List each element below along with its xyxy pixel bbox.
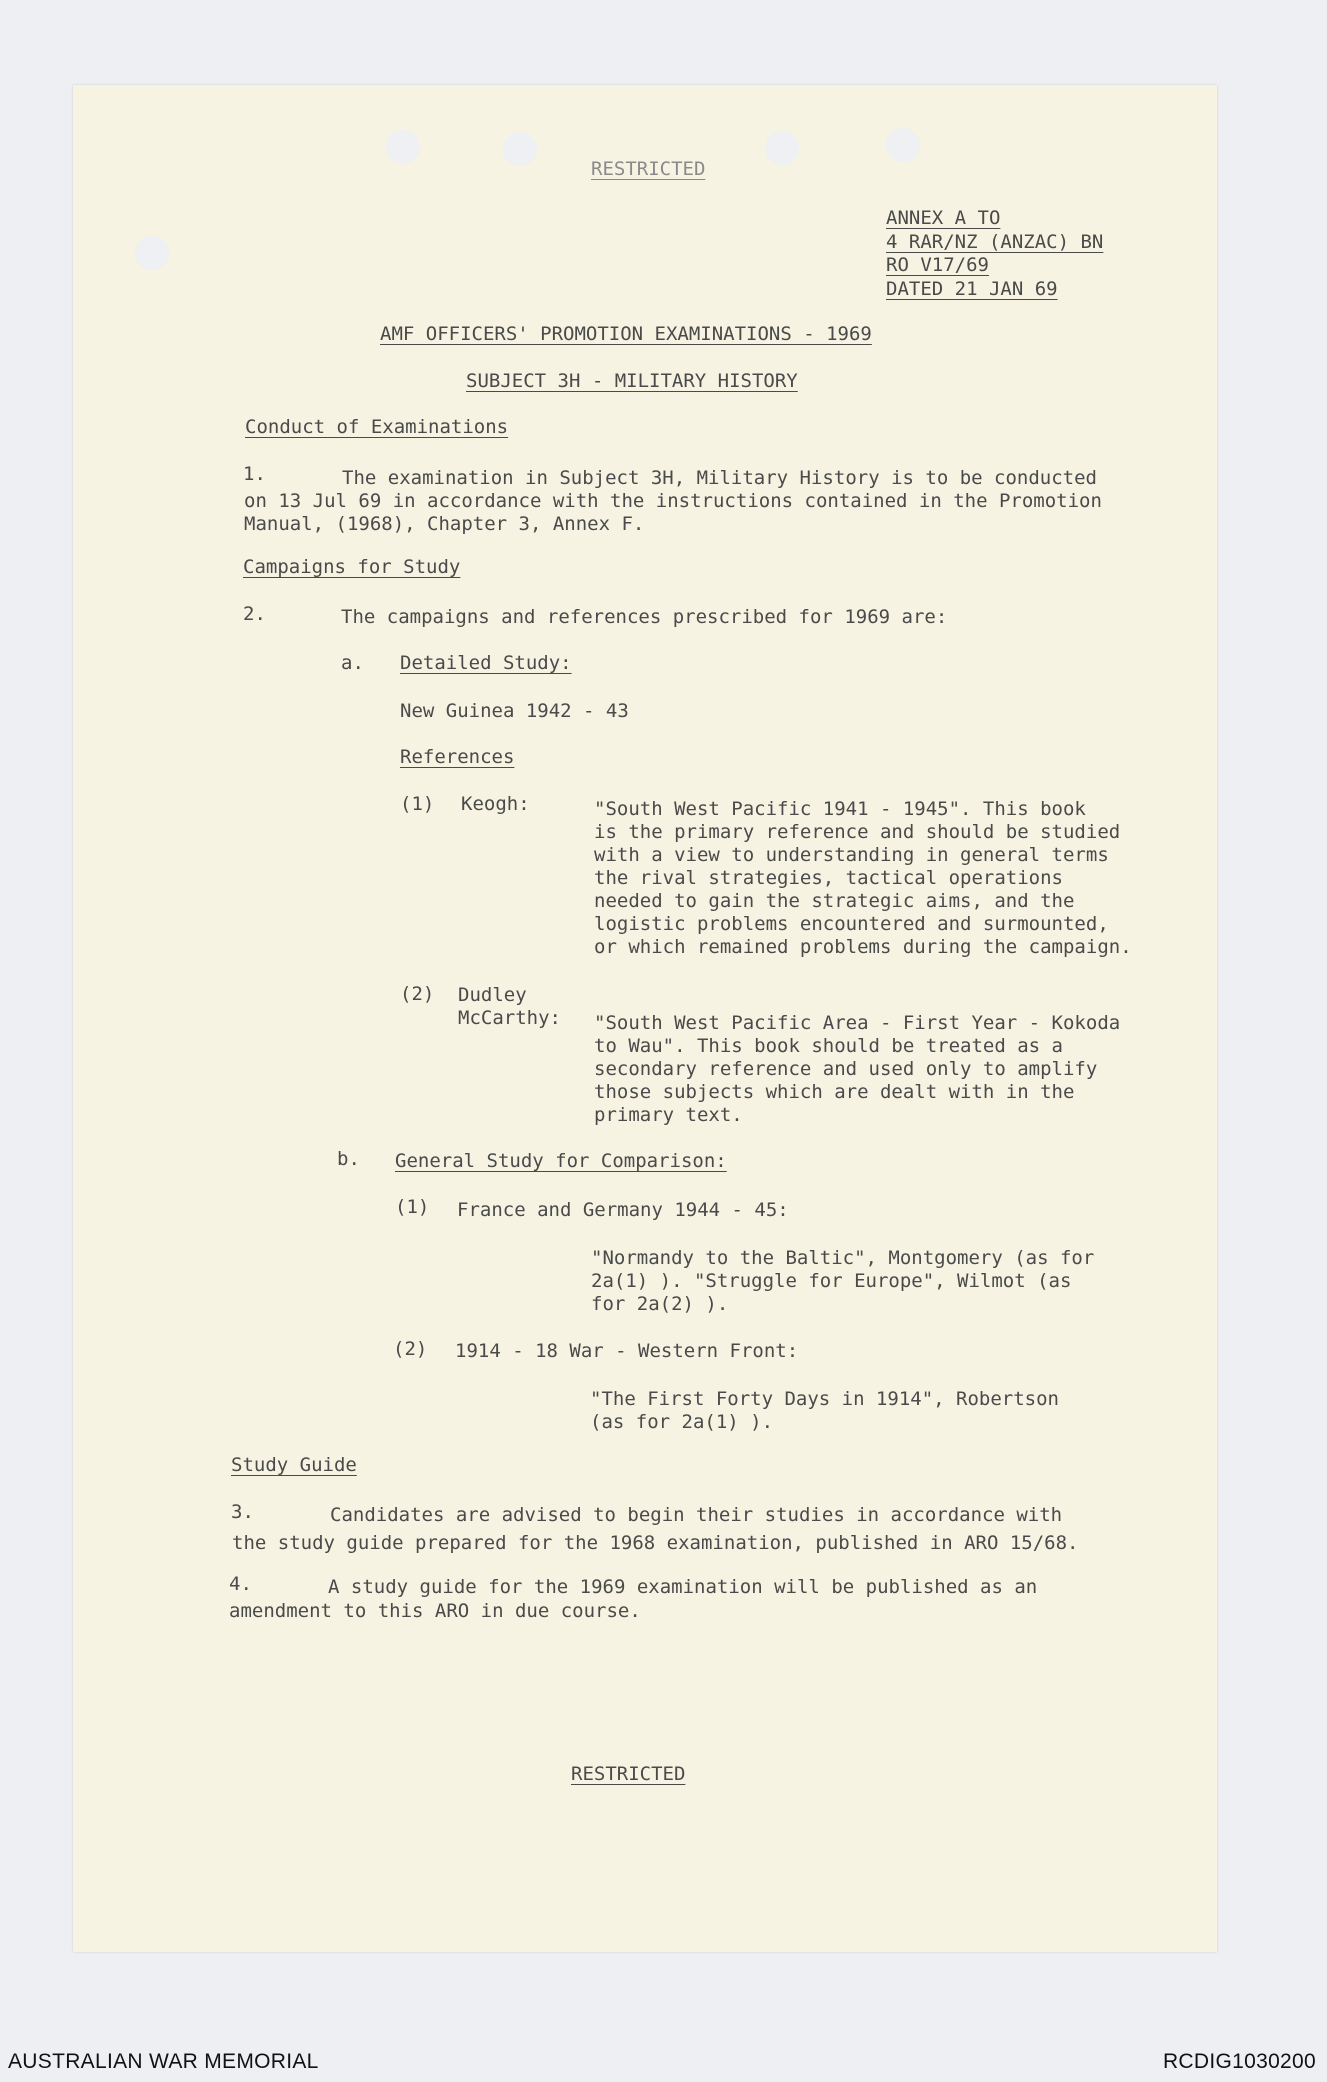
- paragraph-text: The examination in Subject 3H, Military History is to be conducted: [342, 467, 1097, 489]
- archive-watermark-right: RCDIG1030200: [1162, 2050, 1316, 2073]
- punch-hole: [135, 236, 169, 270]
- comparison-title: France and Germany 1944 - 45:: [457, 1199, 789, 1221]
- footer-classification: RESTRICTED: [571, 1763, 686, 1785]
- comparison-title: 1914 - 18 War - Western Front:: [455, 1340, 799, 1362]
- reference-author: Dudley McCarthy:: [458, 984, 561, 1029]
- reference-author: Keogh:: [461, 793, 530, 815]
- header-classification: RESTRICTED: [591, 158, 706, 180]
- archive-watermark-left: AUSTRALIAN WAR MEMORIAL: [8, 2050, 319, 2073]
- document-subtitle: SUBJECT 3H - MILITARY HISTORY: [466, 370, 798, 392]
- document-title: AMF OFFICERS' PROMOTION EXAMINATIONS - 1969: [380, 323, 872, 345]
- section-heading-study-guide: Study Guide: [231, 1454, 357, 1476]
- subparagraph-letter: b.: [337, 1148, 360, 1170]
- reference-number: (2): [400, 983, 435, 1005]
- comparison-number: (1): [395, 1196, 430, 1218]
- paragraph-text: on 13 Jul 69 in accordance with the instructions contained in the Promotion Manual, (1968), Chapter 3, Annex F.: [244, 490, 1102, 535]
- paragraph-text: A study guide for the 1969 examination will be published as an: [328, 1576, 1038, 1598]
- paragraph-number: 4.: [229, 1573, 252, 1595]
- paragraph-text: Candidates are advised to begin their studies in accordance with: [330, 1504, 1063, 1526]
- references-heading: References: [400, 746, 515, 768]
- paragraph-number: 3.: [231, 1501, 254, 1523]
- section-heading-conduct: Conduct of Examinations: [245, 416, 509, 438]
- comparison-number: (2): [393, 1338, 428, 1360]
- comparison-text: "Normandy to the Baltic", Montgomery (as for 2a(1) ). "Struggle for Europe", Wilmot (as for 2a(2) ).: [591, 1247, 1095, 1315]
- comparison-text: "The First Forty Days in 1914", Robertson (as for 2a(1) ).: [590, 1388, 1059, 1433]
- reference-text: "South West Pacific Area - First Year - Kokoda to Wau". This book should be treated as a secondary reference and used only to amplify those subjects which are dealt with in the primary text.: [594, 1012, 1121, 1126]
- general-study-heading: General Study for Comparison:: [395, 1150, 727, 1172]
- detailed-study-heading: Detailed Study:: [400, 652, 572, 674]
- paragraph-text: amendment to this ARO in due course.: [229, 1600, 641, 1622]
- annex-line: 4 RAR/NZ (ANZAC) BN: [886, 231, 1104, 253]
- annex-line: ANNEX A TO: [886, 207, 1001, 229]
- punch-hole: [886, 128, 920, 162]
- reference-text: "South West Pacific 1941 - 1945". This book is the primary reference and should be studied with a view to understanding in general terms the rival strategies, tactical operations needed to gain the strategic aims, and the logistic problems encountered and surmounted, or which remained problems during the campaign.: [594, 798, 1132, 958]
- punch-hole: [503, 132, 537, 166]
- punch-hole: [765, 131, 799, 165]
- paragraph-number: 2.: [243, 603, 266, 625]
- paragraph-text: The campaigns and references prescribed for 1969 are:: [341, 606, 948, 628]
- paragraph-text: the study guide prepared for the 1968 examination, published in ARO 15/68.: [232, 1532, 1079, 1554]
- annex-line: DATED 21 JAN 69: [886, 278, 1058, 300]
- punch-hole: [386, 130, 420, 164]
- annex-line: RO V17/69: [886, 254, 989, 276]
- campaign-name: New Guinea 1942 - 43: [400, 700, 629, 722]
- paragraph-number: 1.: [243, 463, 266, 485]
- reference-number: (1): [400, 793, 435, 815]
- section-heading-campaigns: Campaigns for Study: [243, 556, 461, 578]
- subparagraph-letter: a.: [341, 652, 364, 674]
